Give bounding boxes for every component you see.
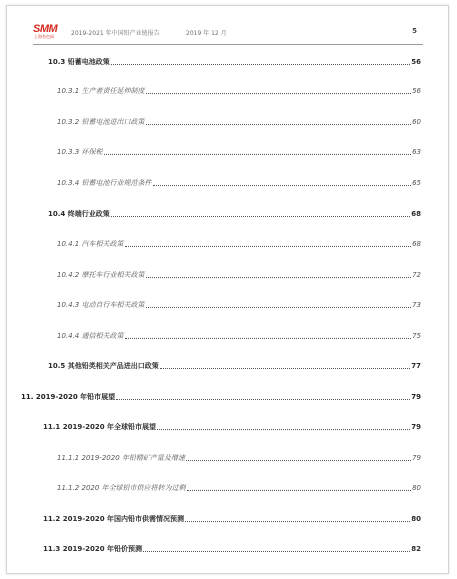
toc-entry[interactable]: [43, 422, 421, 432]
toc-leader: [111, 64, 411, 65]
toc-page-number: 65: [412, 179, 421, 187]
toc-page-number: 79: [411, 423, 421, 431]
toc-page-number: 79: [411, 393, 421, 401]
toc-entry-label: 10.5 其他铅类相关产品进出口政策: [48, 362, 159, 370]
toc-entry-label: 10.4 终端行业政策: [48, 210, 110, 218]
toc-entry[interactable]: [57, 117, 421, 127]
toc-entry-label: 10.3.3 环保税: [57, 148, 103, 156]
toc-leader: [187, 490, 412, 491]
toc-entry[interactable]: [57, 270, 421, 280]
toc-leader: [157, 429, 410, 430]
smm-logo: [33, 24, 63, 40]
toc-leader: [146, 307, 412, 308]
toc-entry[interactable]: [48, 361, 421, 371]
toc-entry-label: 11. 2019-2020 年铅市展望: [21, 393, 116, 401]
document-page: [6, 5, 449, 574]
toc-entry-label: 10.4.3 电动自行车相关政策: [57, 301, 145, 309]
toc-page-number: 56: [411, 58, 421, 66]
logo-subtext: 上海有色网: [34, 34, 54, 39]
toc-entry-label: 10.3 铅蓄电池政策: [48, 58, 110, 66]
toc-leader: [116, 399, 410, 400]
page-header: [33, 24, 423, 45]
toc-entry-label: 10.3.4 铅蓄电池行业规范条件: [57, 179, 152, 187]
toc-entry-label: 10.4.2 摩托车行业相关政策: [57, 271, 145, 279]
toc-page-number: 77: [411, 362, 421, 370]
toc-leader: [186, 460, 411, 461]
toc-leader: [160, 368, 411, 369]
report-date: 2019 年 12 月: [186, 30, 227, 37]
toc-entry[interactable]: [43, 544, 421, 554]
toc-leader: [146, 277, 412, 278]
toc-entry-label: 11.3 2019-2020 年铅价预测: [43, 545, 143, 553]
toc-entry-label: 10.3.1 生产者责任延伸制度: [57, 87, 145, 95]
toc-entry[interactable]: [57, 453, 421, 463]
toc-page-number: 73: [412, 301, 421, 309]
toc-page-number: 68: [411, 210, 421, 218]
toc-entry[interactable]: [57, 239, 421, 249]
toc-page-number: 60: [412, 118, 421, 126]
toc-entry[interactable]: [57, 86, 421, 96]
toc-page-number: 75: [412, 332, 421, 340]
toc-entry[interactable]: [57, 331, 421, 341]
toc-leader: [125, 246, 412, 247]
toc-entry-label: 11.2 2019-2020 年国内铅市供需情况预测: [43, 515, 185, 523]
page-number: 5: [412, 27, 417, 35]
toc-leader: [153, 185, 412, 186]
toc-page-number: 79: [412, 454, 421, 462]
toc-page-number: 82: [411, 545, 421, 553]
toc-leader: [125, 338, 412, 339]
toc-entry[interactable]: [43, 514, 421, 524]
toc-entry-label: 10.4.4 通信相关政策: [57, 332, 124, 340]
toc-page-number: 80: [411, 515, 421, 523]
toc-entry[interactable]: [57, 147, 421, 157]
toc-entry[interactable]: [57, 178, 421, 188]
toc-leader: [111, 216, 411, 217]
toc-page-number: 72: [412, 271, 421, 279]
toc-entry[interactable]: [57, 300, 421, 310]
toc-leader: [146, 124, 412, 125]
toc-entry-label: 11.1.1 2019-2020 年铅精矿产量及增速: [57, 454, 185, 462]
toc-entry-label: 10.4.1 汽车相关政策: [57, 240, 124, 248]
toc-entry-label: 10.3.2 铅蓄电池进出口政策: [57, 118, 145, 126]
report-title: 2019-2021 年中国铅产业链报告: [71, 30, 160, 37]
toc-entry[interactable]: [57, 483, 421, 493]
toc-entry-label: 11.1.2 2020 年全球铅市供应将转为过剩: [57, 484, 186, 492]
toc-page-number: 56: [412, 87, 421, 95]
toc-leader: [143, 551, 410, 552]
toc-leader: [185, 521, 410, 522]
toc-leader: [146, 93, 412, 94]
toc-leader: [104, 154, 412, 155]
toc-entry-label: 11.1 2019-2020 年全球铅市展望: [43, 423, 157, 431]
logo-text: SMM: [33, 23, 58, 35]
toc-entry[interactable]: [48, 209, 421, 219]
toc-entry[interactable]: [48, 57, 421, 67]
toc-entry[interactable]: [21, 392, 421, 402]
toc-page-number: 68: [412, 240, 421, 248]
toc-page-number: 80: [412, 484, 421, 492]
toc-page-number: 63: [412, 148, 421, 156]
